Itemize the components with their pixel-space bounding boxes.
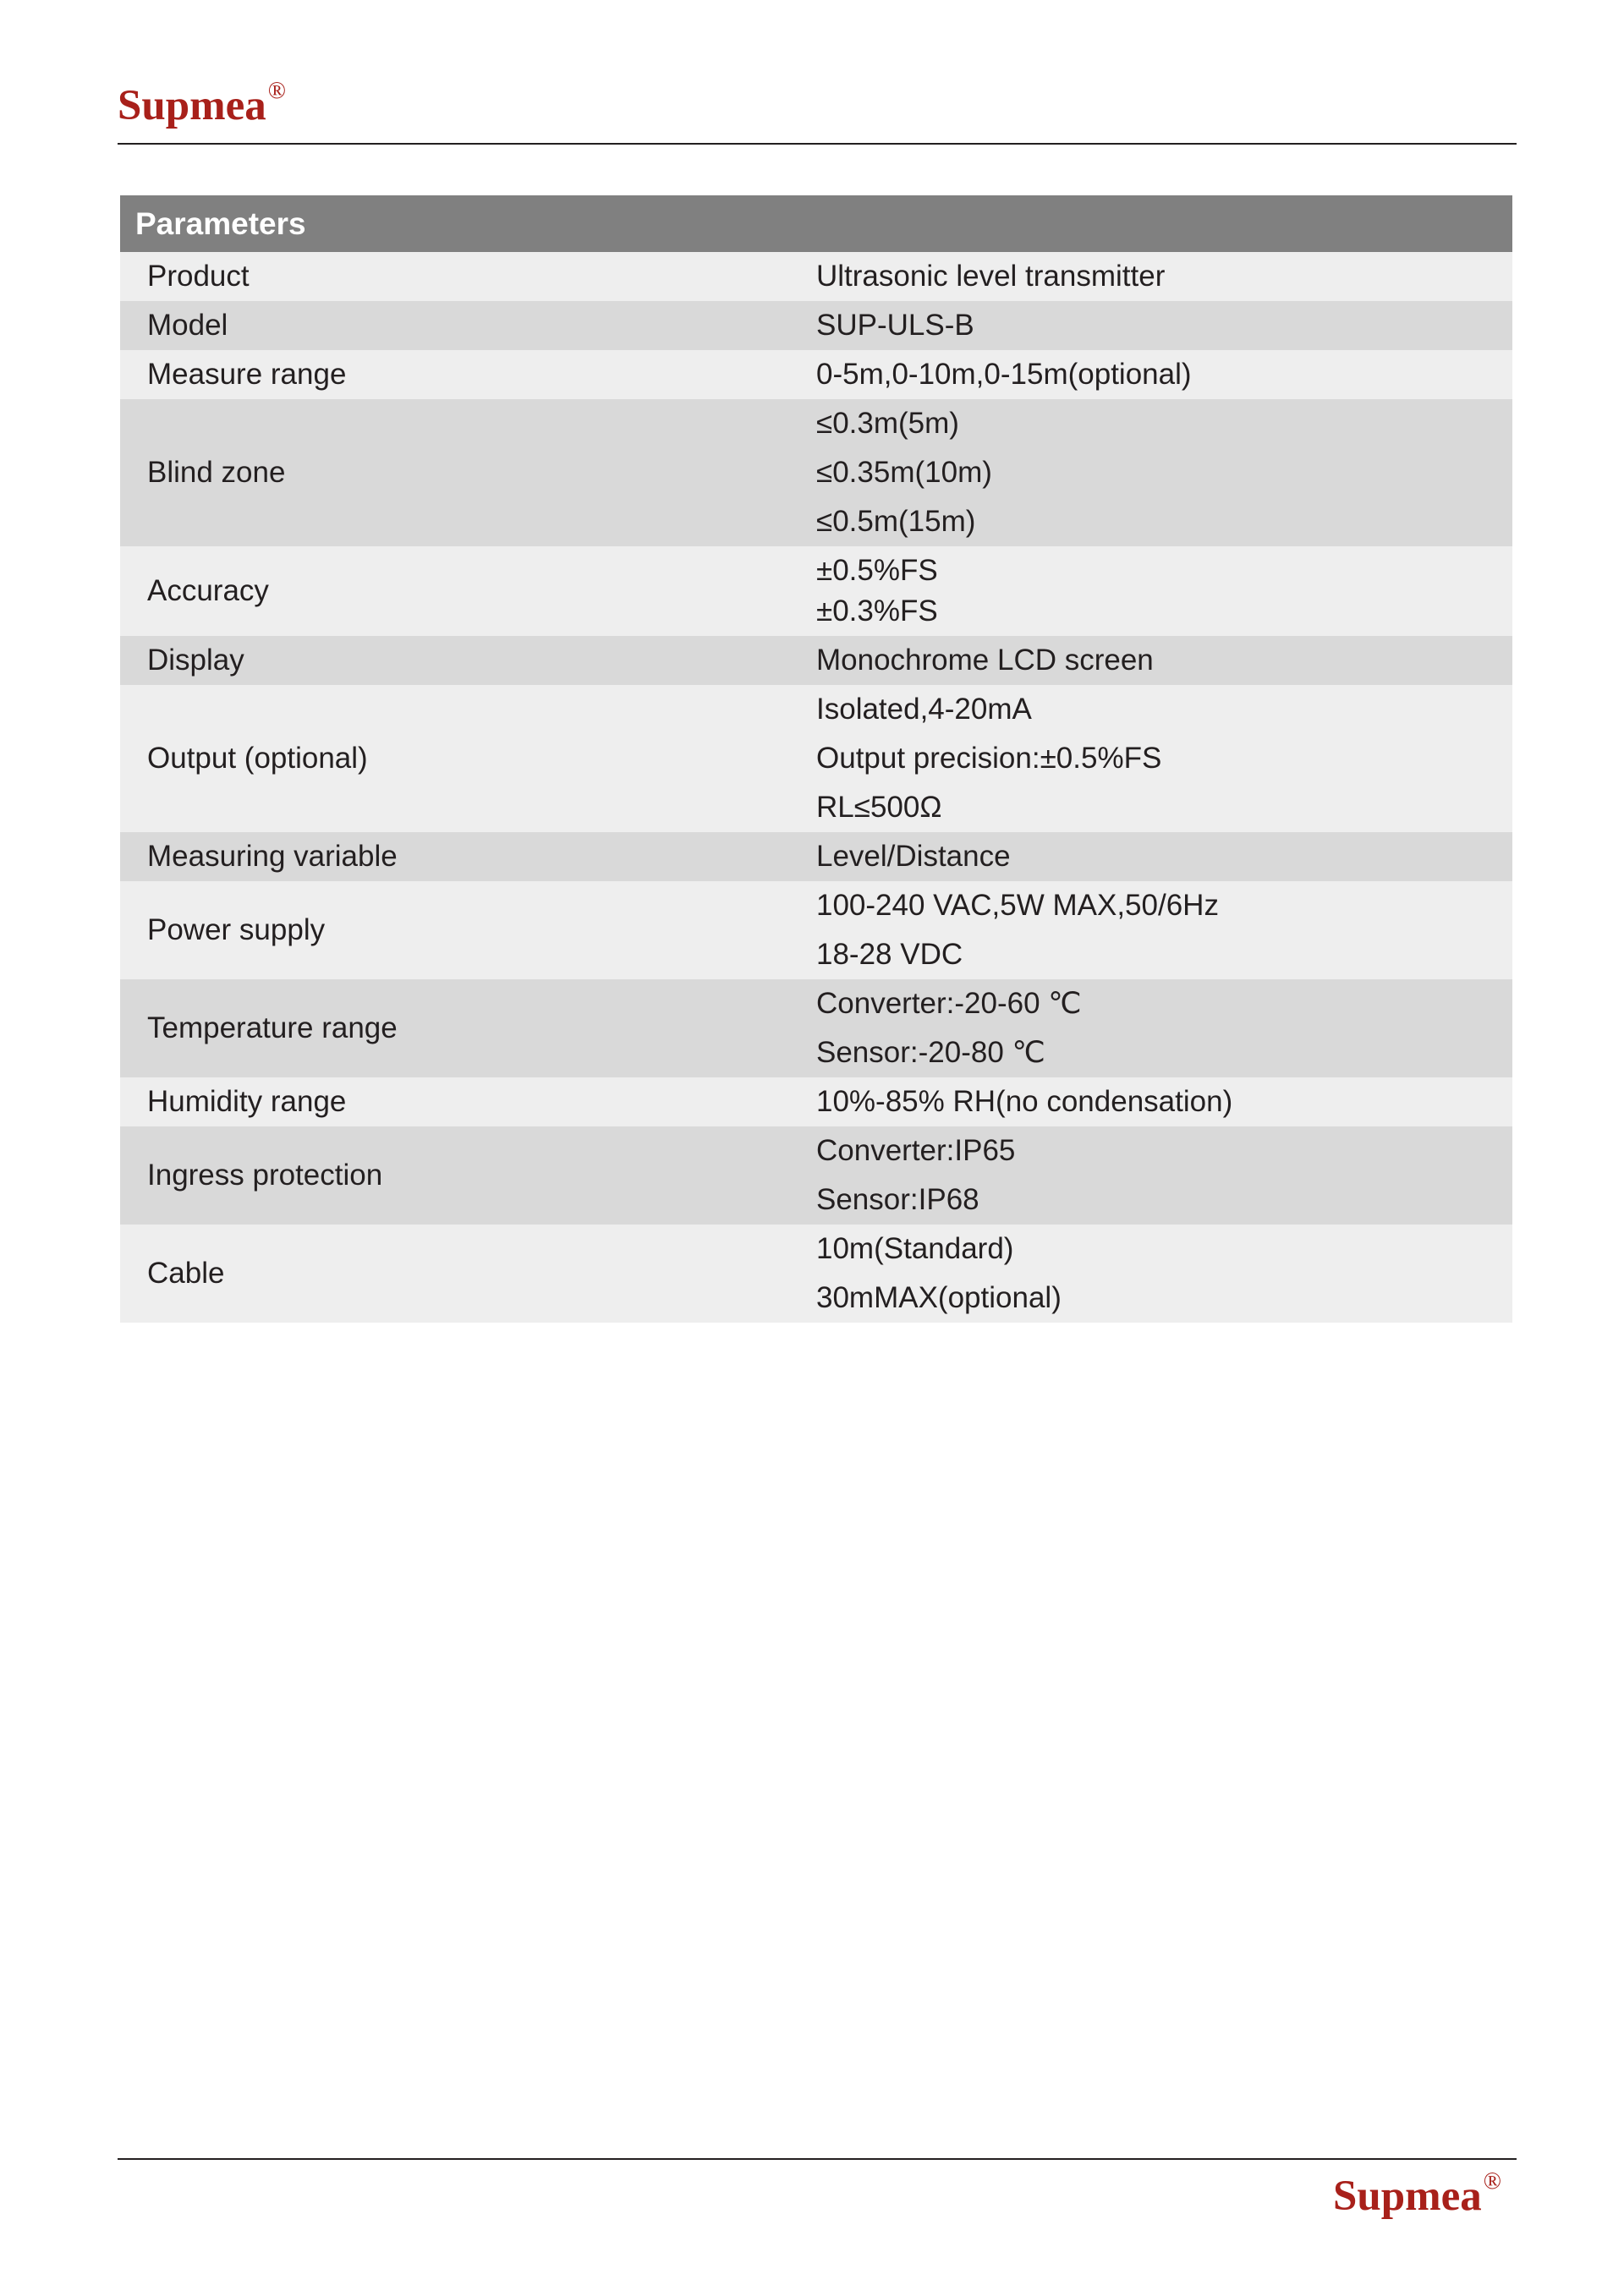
parameter-value [816,1126,1512,1225]
footer-brand-logo [1333,2168,1501,2220]
header-registered-mark: ® [267,78,286,104]
parameter-value [816,636,1512,685]
parameter-row [120,301,1512,350]
header-brand-logo [118,78,286,129]
parameter-label: Measure range [120,350,816,399]
parameter-value-line: 10m(Standard) [816,1232,1014,1265]
parameter-value-line: Sensor:IP68 [816,1183,979,1216]
parameter-row [120,685,1512,832]
parameter-row [120,350,1512,399]
parameter-label: Power supply [120,881,816,979]
parameter-row [120,546,1512,636]
parameter-value-line: 100-240 VAC,5W MAX,50/6Hz [816,889,1219,922]
parameter-row [120,399,1512,546]
parameter-value-line: SUP-ULS-B [816,309,974,342]
parameter-value [816,832,1512,881]
parameter-row [120,1077,1512,1126]
parameter-label: Product [120,252,816,301]
parameter-value-line: Ultrasonic level transmitter [816,260,1166,293]
parameter-value-line: 0-5m,0-10m,0-15m(optional) [816,358,1192,391]
footer-registered-mark: ® [1483,2168,1501,2195]
parameter-label: Humidity range [120,1077,816,1126]
parameter-label: Temperature range [120,979,816,1077]
parameter-value [816,1077,1512,1126]
header-divider [118,143,1517,145]
parameter-value-line: ±0.5%FS [816,554,938,587]
parameter-value-line: Isolated,4-20mA [816,693,1032,726]
parameter-value-line: 30mMAX(optional) [816,1281,1062,1314]
parameter-value [816,399,1512,546]
parameter-row [120,1126,1512,1225]
parameter-value-line: Monochrome LCD screen [816,644,1154,677]
parameter-value-line: Output precision:±0.5%FS [816,742,1162,775]
parameter-value-line: ±0.3%FS [816,595,938,627]
parameter-value-line: Converter:IP65 [816,1134,1016,1167]
parameter-row [120,832,1512,881]
parameter-label: Display [120,636,816,685]
parameter-row [120,636,1512,685]
parameter-label: Ingress protection [120,1126,816,1225]
parameter-value-line: 10%-85% RH(no condensation) [816,1085,1233,1118]
parameter-value-line: ≤0.3m(5m) [816,407,959,440]
parameters-table-title: Parameters [120,195,1512,252]
parameter-row [120,252,1512,301]
parameter-value-line: Converter:-20-60 ℃ [816,987,1082,1020]
parameter-value-line: Sensor:-20-80 ℃ [816,1036,1045,1069]
parameter-value [816,881,1512,979]
parameter-value-line: Level/Distance [816,840,1011,873]
header-brand-name: Supmea [118,82,266,129]
parameter-value [816,1225,1512,1323]
parameters-table [120,195,1512,1323]
parameter-value [816,979,1512,1077]
parameter-row [120,881,1512,979]
parameter-label: Accuracy [120,546,816,636]
parameter-row [120,1225,1512,1323]
parameter-value [816,546,1512,636]
parameter-value-line: RL≤500Ω [816,791,942,824]
footer-divider [118,2158,1517,2160]
parameter-label: Cable [120,1225,816,1323]
parameter-value-line: 18-28 VDC [816,938,963,971]
parameter-value [816,685,1512,832]
parameter-label: Model [120,301,816,350]
parameter-value [816,350,1512,399]
parameter-label: Blind zone [120,399,816,546]
parameter-value [816,301,1512,350]
parameter-value-line: ≤0.5m(15m) [816,505,976,538]
parameter-label: Measuring variable [120,832,816,881]
parameter-label: Output (optional) [120,685,816,832]
footer-brand-name: Supmea [1333,2173,1482,2220]
parameter-value-line: ≤0.35m(10m) [816,456,992,489]
parameters-table-body [120,252,1512,1323]
parameter-value [816,252,1512,301]
parameter-row [120,979,1512,1077]
